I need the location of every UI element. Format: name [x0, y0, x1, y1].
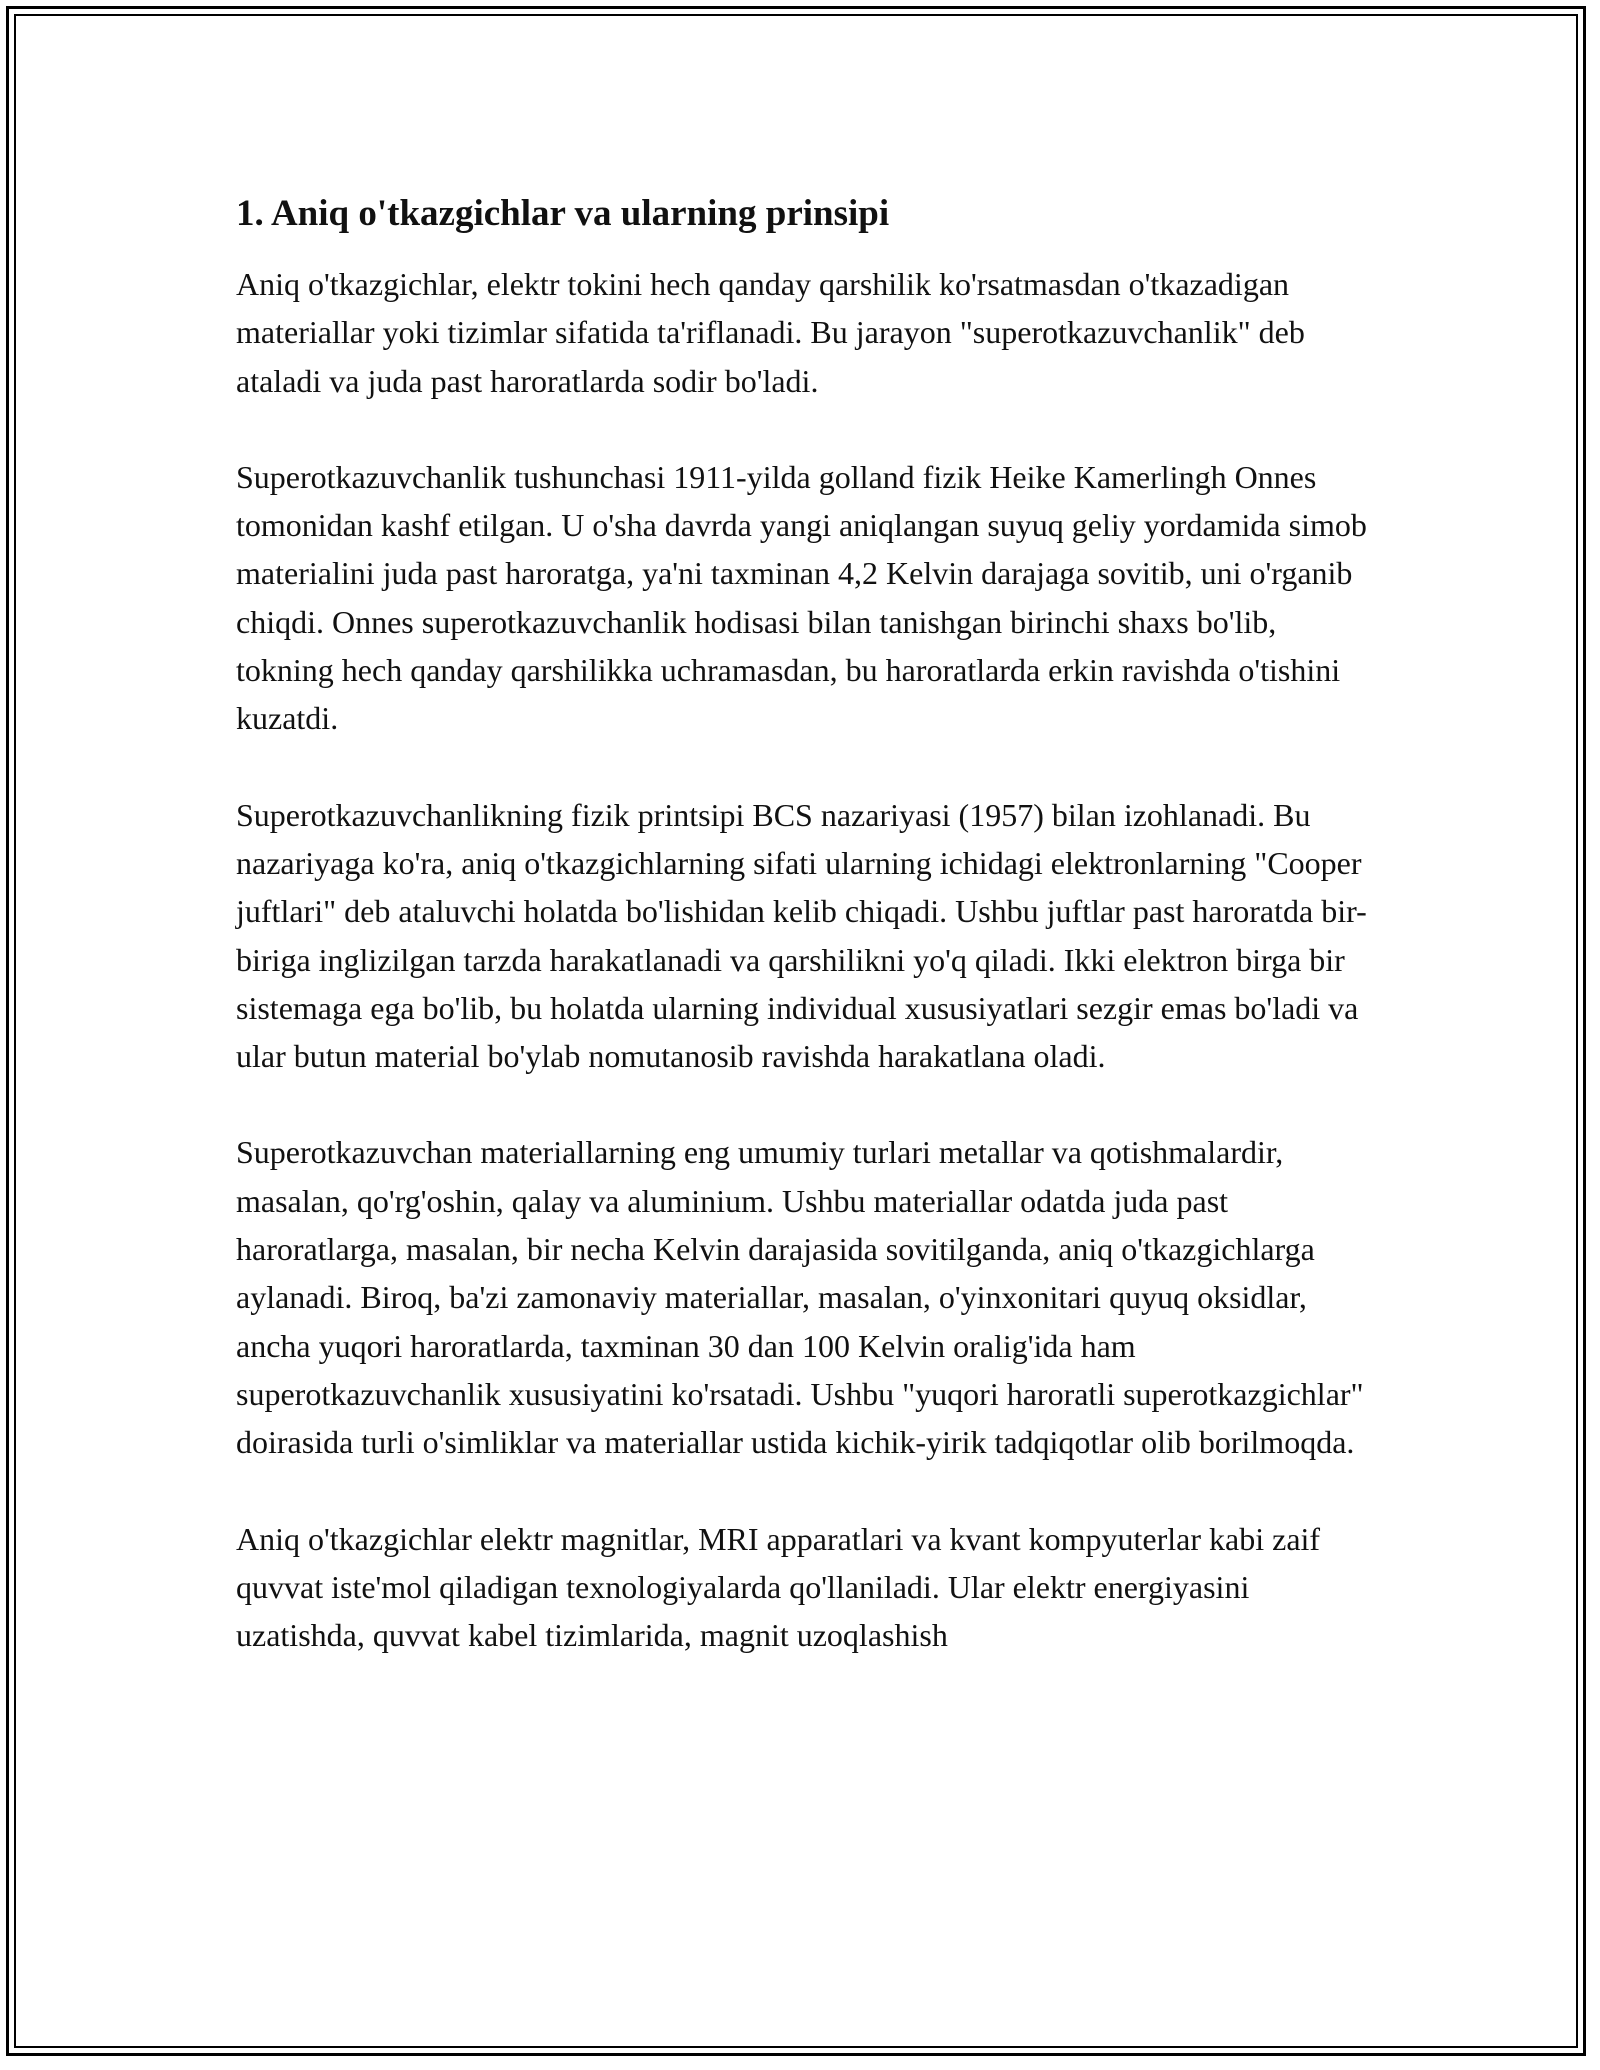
- paragraph-definition: Aniq o'tkazgichlar, elektr tokini hech qanday qarshilik ko'rsatmasdan o'tkazadigan materiallar yoki tizimlar sifatida ta'riflanadi. Bu jarayon "superotkazuvchanlik" deb ataladi va juda past haroratlarda sodir bo'ladi.: [236, 266, 1305, 399]
- paragraph-materials: Superotkazuvchan materiallarning eng umumiy turlari metallar va qotishmalardir, masalan, qo'rg'oshin, qalay va aluminium. Ushbu materiallar odatda juda past haroratlarga, masalan, bir necha Kelvin darajasida sovitilganda, aniq o'tkazgichlarga aylanadi. Biroq, ba'zi zamonaviy materiallar, masalan, o'yinxonitari quyuq oksidlar, ancha yuqori haroratlarda, taxminan 30 dan 100 Kelvin oralig'ida ham superotkazuvchanlik xususiyatini ko'rsatadi. Ushbu "yuqori haroratli superotkazgichlar" doirasida turli o'simliklar va materiallar ustida kichik-yirik tadqiqotlar olib borilmoqda.: [236, 1134, 1364, 1461]
- paragraph-history: Superotkazuvchanlik tushunchasi 1911-yilda golland fizik Heike Kamerlingh Onnes tomonidan kashf etilgan. U o'sha davrda yangi aniqlangan suyuq geliy yordamida simob materialini juda past haroratga, ya'ni taxminan 4,2 Kelvin darajaga sovitib, uni o'rganib chiqdi. Onnes superotkazuvchanlik hodisasi bilan tanishgan birinchi shaxs bo'lib, tokning hech qanday qarshilikka uchramasdan, bu haroratlarda erkin ravishda o'tishini kuzatdi.: [236, 458, 1367, 737]
- document-body: [236, 188, 1371, 1707]
- section-heading: 1. Aniq o'tkazgichlar va ularning prinsipi: [236, 193, 890, 234]
- paragraph-bcs-theory: Superotkazuvchanlikning fizik printsipi BCS nazariyasi (1957) bilan izohlanadi. Bu nazariyaga ko'ra, aniq o'tkazgichlarning sifati ularning ichidagi elektronlarning "Cooper juftlari" deb ataluvchi holatda bo'lishidan kelib chiqadi. Ushbu juftlar past haroratda bir-biriga inglizilgan tarzda harakatlanadi va qarshilikni yo'q qiladi. Ikki elektron birga bir sistemaga ega bo'lib, bu holatda ularning individual xususiyatlari sezgir emas bo'ladi va ular butun material bo'ylab nomutanosib ravishda harakatlana oladi.: [236, 796, 1367, 1075]
- paragraph-applications: Aniq o'tkazgichlar elektr magnitlar, MRI apparatlari va kvant kompyuterlar kabi zaif quvvat iste'mol qiladigan texnologiyalarda qo'llaniladi. Ular elektr energiyasini uzatishda, quvvat kabel tizimlarida, magnit uzoqlashish: [236, 1520, 1321, 1654]
